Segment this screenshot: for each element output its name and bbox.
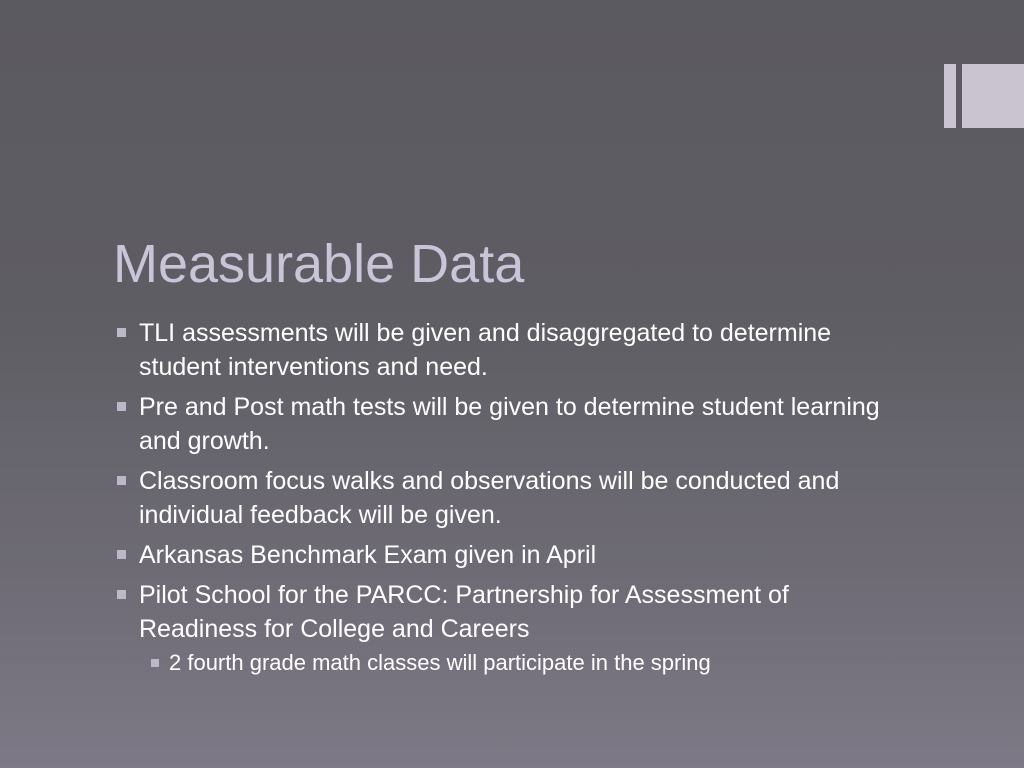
bullet-item bbox=[117, 390, 907, 458]
square-bullet-icon bbox=[117, 550, 126, 559]
bullet-text: Classroom focus walks and observations will be conducted and individual feedback will be given. bbox=[139, 467, 840, 529]
bullet-item bbox=[117, 464, 907, 532]
slide-title: Measurable Data bbox=[113, 234, 525, 294]
square-bullet-icon bbox=[151, 659, 159, 667]
bullet-text: Arkansas Benchmark Exam given in April bbox=[139, 541, 597, 569]
square-bullet-icon bbox=[117, 476, 126, 485]
bullet-text: Pilot School for the PARCC: Partnership for Assessment of Readiness for College and Careers bbox=[139, 581, 789, 643]
bullet-item bbox=[117, 578, 907, 678]
bullet-list bbox=[117, 316, 907, 684]
square-bullet-icon bbox=[117, 328, 126, 337]
square-bullet-icon bbox=[117, 590, 126, 599]
sub-bullet-list bbox=[139, 648, 907, 678]
bullet-item bbox=[117, 538, 907, 572]
bullet-text: Pre and Post math tests will be given to determine student learning and growth. bbox=[139, 393, 880, 455]
bullet-item bbox=[117, 316, 907, 384]
sub-bullet-item bbox=[151, 648, 907, 678]
decorative-bar-thin bbox=[944, 64, 956, 128]
decorative-bar-wide bbox=[962, 64, 1024, 128]
square-bullet-icon bbox=[117, 402, 126, 411]
sub-bullet-text: 2 fourth grade math classes will participate in the spring bbox=[169, 650, 711, 675]
bullet-text: TLI assessments will be given and disaggregated to determine student interventions and need. bbox=[139, 319, 832, 381]
